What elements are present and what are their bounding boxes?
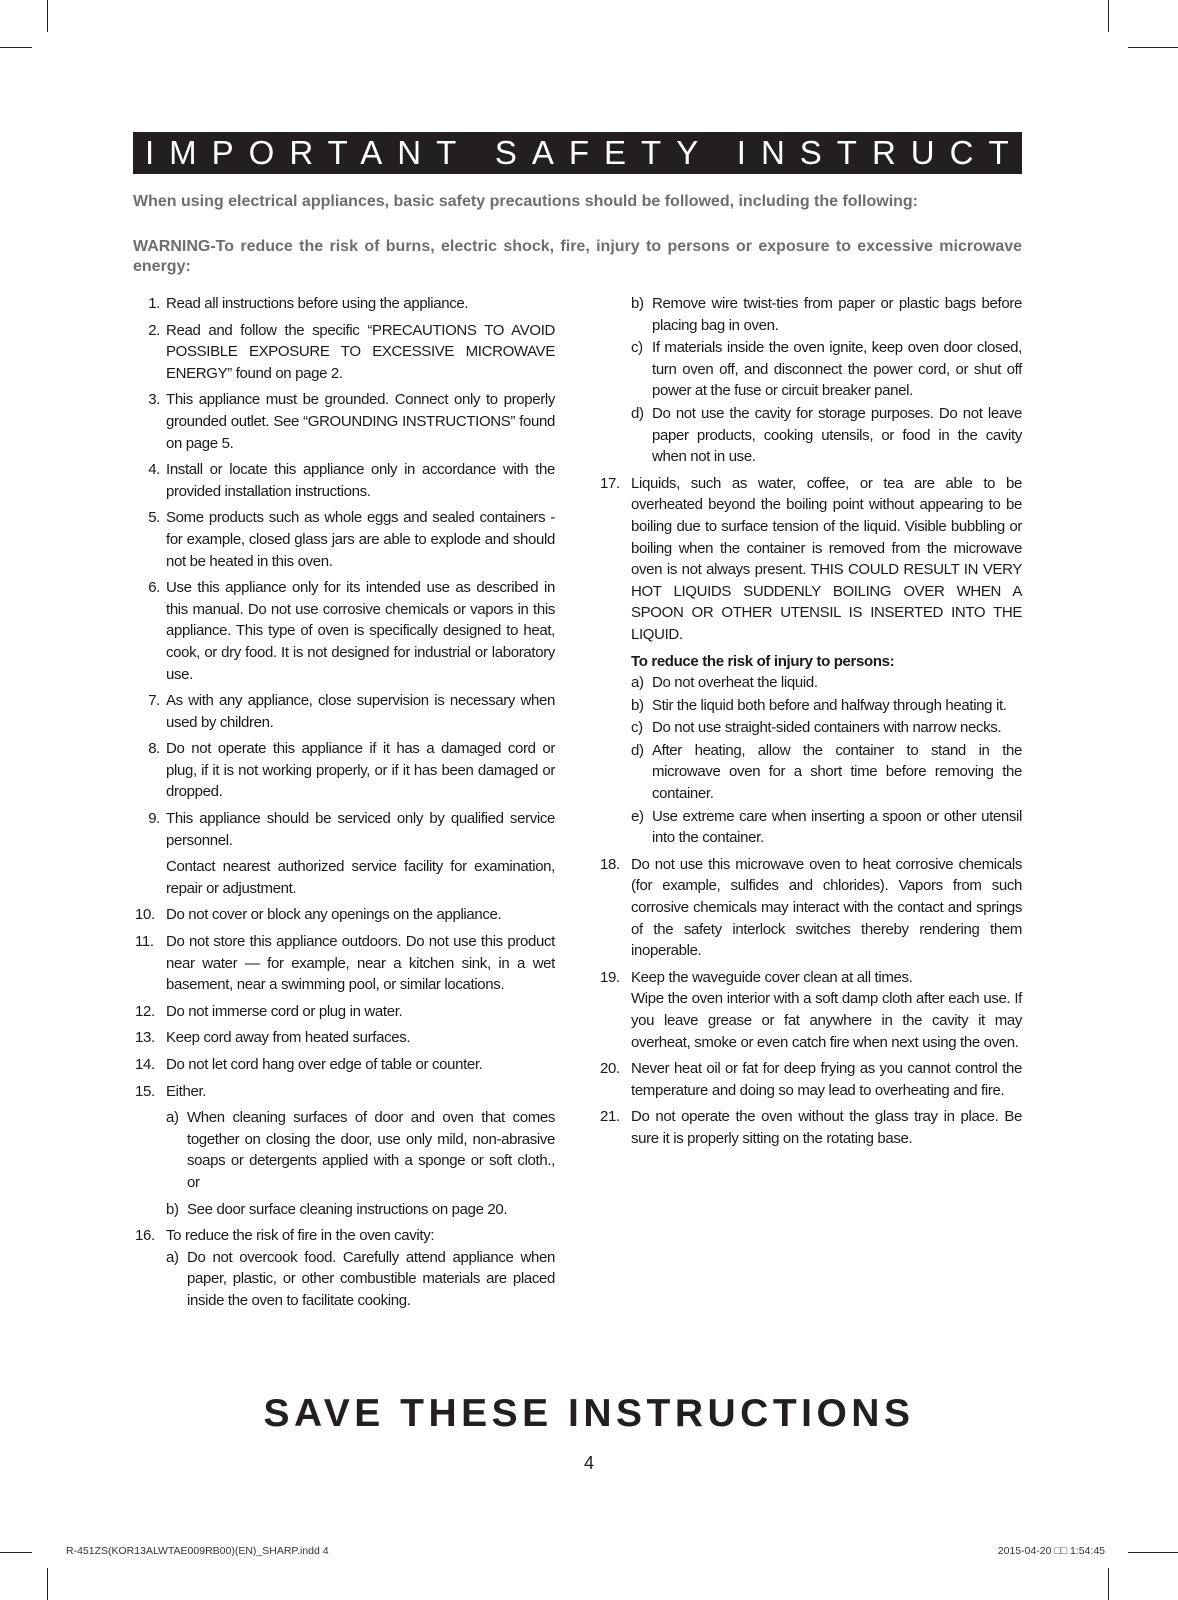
crop-mark — [1128, 47, 1178, 48]
sub-list — [631, 672, 1022, 849]
list-item — [133, 1027, 555, 1049]
page-number: 4 — [583, 1453, 594, 1473]
item-text: Some products such as whole eggs and sealed containers - for example, closed glass jars are able to explode and should not be heated in this oven. — [166, 509, 555, 570]
sub-item — [631, 337, 1022, 402]
sub-text: Do not use the cavity for storage purposes. Do not leave paper products, cooking utensils, or food in the cavity when not in use. — [652, 404, 1022, 466]
crop-mark — [1108, 1568, 1109, 1600]
sub-item — [631, 293, 1022, 336]
page-title: IMPORTANT SAFETY INSTRUCTIONS — [133, 132, 1022, 174]
list-item — [133, 389, 555, 454]
list-item — [133, 1054, 555, 1076]
list-item — [133, 904, 555, 926]
item-number: 9. — [148, 810, 160, 828]
sub-list — [166, 1107, 555, 1220]
item-text: This appliance should be serviced only by qualified service personnel. — [166, 810, 555, 849]
item-number: 2. — [148, 321, 160, 339]
subheading: To reduce the risk of injury to persons: — [631, 652, 895, 670]
sub-text: Do not use straight-sided containers with narrow necks. — [652, 719, 1002, 737]
item-text: To reduce the risk of fire in the oven cavity: — [166, 1227, 435, 1245]
item-text: Read and follow the specific “PRECAUTIONS TO AVOID POSSIBLE EXPOSURE TO EXCESSIVE MICROWAVE ENERGY” found on page 2. — [166, 321, 555, 382]
sub-text: Do not overheat the liquid. — [652, 674, 818, 692]
item-paragraph: Wipe the oven interior with a soft damp cloth after each use. If you leave grease or fat anywhere in the cavity it may overheat, smoke or even catch fire when next using the oven. — [631, 990, 1022, 1051]
sub-text: After heating, allow the container to stand in the microwave oven for a short time before removing the container. — [652, 741, 1022, 803]
item-text: Do not operate the oven without the glass tray in place. Be sure it is properly sitting on the rotating base. — [631, 1108, 1022, 1147]
crop-mark — [0, 1552, 32, 1553]
item-text: Keep cord away from heated surfaces. — [166, 1029, 411, 1047]
item-number: 19. — [600, 968, 620, 986]
item-number: 16. — [135, 1227, 155, 1245]
sub-letter: a) — [166, 1109, 179, 1127]
item-text: Do not immerse cord or plug in water. — [166, 1002, 403, 1020]
item-text: Either. — [166, 1082, 207, 1100]
item-text: Do not store this appliance outdoors. Do not use this product near water — for example, near a kitchen sink, in a wet basement, near a swimming pool, or similar locations. — [166, 933, 555, 994]
item-text: Use this appliance only for its intended use as described in this manual. Do not use corrosive chemicals or vapors in this appliance. This type of oven is specifically designed to heat, cook, or dry food. It is not designed for industrial or laboratory use. — [166, 579, 555, 683]
sub-letter: b) — [631, 295, 644, 312]
list-item — [133, 459, 555, 502]
list-item — [133, 808, 555, 899]
list-item — [598, 1058, 1022, 1101]
sub-item — [166, 1199, 555, 1221]
list-item — [133, 690, 555, 733]
item-text: Install or locate this appliance only in accordance with the provided installation instructions. — [166, 461, 555, 500]
crop-mark — [47, 0, 48, 32]
sub-letter: b) — [166, 1200, 179, 1218]
sub-text: Use extreme care when inserting a spoon or other utensil into the container. — [652, 807, 1022, 847]
item-number: 21. — [600, 1108, 620, 1126]
item-number: 20. — [600, 1060, 620, 1078]
item-text: Never heat oil or fat for deep frying as you cannot control the temperature and doing so may lead to overheating and fire. — [631, 1060, 1022, 1099]
item-number: 7. — [148, 692, 160, 710]
footer-filename: R-451ZS(KOR13ALWTAE009RB00)(EN)_SHARP.indd 4 — [66, 1545, 329, 1557]
sub-item — [166, 1107, 555, 1193]
list-item — [598, 854, 1022, 962]
sub-text: When cleaning surfaces of door and oven that comes together on closing the door, use only mild, non-abrasive soaps or detergents applied with a sponge or soft cloth., or — [187, 1109, 555, 1191]
sub-letter: c) — [631, 339, 643, 357]
sub-item — [166, 1247, 555, 1312]
sub-text: See door surface cleaning instructions on page 20. — [187, 1200, 508, 1218]
intro-warning: WARNING-To reduce the risk of burns, electric shock, fire, injury to persons or exposure to excessive microwave energy: — [133, 238, 1022, 275]
item-paragraph: Contact nearest authorized service facility for examination, repair or adjustment. — [166, 858, 555, 897]
item-number: 12. — [135, 1002, 155, 1020]
item-number: 6. — [148, 579, 160, 597]
item-text: Liquids, such as water, coffee, or tea are able to be overheated beyond the boiling point without appearing to be boiling due to surface tension of the liquid. Visible bubbling or boiling when the container is removed from the microwave oven is not always present. THIS COULD RESULT IN VERY HOT LIQUIDS SUDDENLY BOILING OVER WHEN A SPOON OR OTHER UTENSIL IS INSERTED INTO THE LIQUID. — [631, 474, 1022, 643]
sub-item — [631, 695, 1022, 717]
item-number: 18. — [600, 855, 620, 873]
crop-mark — [0, 47, 32, 48]
item-number: 15. — [135, 1082, 155, 1100]
sub-item — [631, 717, 1022, 739]
list-item — [598, 1106, 1022, 1149]
item-text: Do not cover or block any openings on the appliance. — [166, 906, 502, 924]
sub-letter: c) — [631, 719, 643, 737]
item-text: Do not let cord hang over edge of table or counter. — [166, 1056, 483, 1073]
save-instructions-heading: SAVE THESE INSTRUCTIONS — [263, 1392, 915, 1435]
sub-item — [631, 740, 1022, 805]
item-text: Read all instructions before using the appliance. — [166, 295, 469, 312]
item-text: This appliance must be grounded. Connect only to properly grounded outlet. See “GROUNDING INSTRUCTIONS” found on page 5. — [166, 391, 555, 452]
footer-timestamp: 2015-04-20 □□ 1:54:45 — [997, 1545, 1105, 1557]
item-number: 1. — [148, 295, 160, 312]
sub-text: Stir the liquid both before and halfway through heating it. — [652, 696, 1007, 714]
sub-letter: a) — [631, 674, 644, 692]
right-column — [598, 293, 1022, 1155]
item-number: 8. — [148, 740, 160, 758]
list-item — [598, 967, 1022, 1053]
item-number: 4. — [148, 461, 160, 479]
item-number: 14. — [135, 1056, 155, 1073]
sub-item — [631, 672, 1022, 694]
list-item — [133, 293, 555, 315]
sub-text: Remove wire twist-ties from paper or plastic bags before placing bag in oven. — [652, 295, 1022, 334]
list-item — [133, 507, 555, 572]
item-text: Keep the waveguide cover clean at all times. — [631, 968, 913, 986]
crop-mark — [1108, 0, 1109, 32]
item-number: 11. — [135, 933, 154, 951]
crop-mark — [1128, 1552, 1178, 1553]
intro-precaution: When using electrical appliances, basic safety precautions should be followed, including the following: — [133, 193, 919, 210]
sub-list — [166, 1247, 555, 1312]
list-item — [133, 577, 555, 685]
sub-letter: b) — [631, 696, 644, 714]
sub-letter: d) — [631, 404, 644, 422]
item-number: 17. — [600, 474, 620, 492]
sub-letter: a) — [166, 1248, 179, 1266]
sub-text: Do not overcook food. Carefully attend appliance when paper, plastic, or other combustible materials are placed inside the oven to facilitate cooking. — [187, 1248, 555, 1309]
sub-text: If materials inside the oven ignite, keep oven door closed, turn oven off, and disconnect the power cord, or shut off power at the fuse or circuit breaker panel. — [652, 339, 1022, 400]
crop-mark — [47, 1568, 48, 1600]
sub-letter: d) — [631, 741, 644, 759]
list-item — [133, 320, 555, 385]
sub-item — [631, 403, 1022, 468]
item-text: As with any appliance, close supervision is necessary when used by children. — [166, 692, 555, 731]
left-column — [133, 293, 555, 1317]
list-item — [133, 931, 555, 996]
item-text: Do not use this microwave oven to heat corrosive chemicals (for example, sulfides and chlorides). Vapors from such corrosive chemicals may interact with the contact and springs of the safety interlock switches thereby rendering them inoperable. — [631, 855, 1022, 960]
item-number: 3. — [148, 391, 160, 409]
sub-letter: e) — [631, 807, 644, 825]
list-item — [133, 1225, 555, 1311]
list-item — [598, 473, 1022, 849]
item-number: 5. — [148, 509, 160, 527]
list-item — [133, 1081, 555, 1221]
sub-item — [631, 806, 1022, 849]
list-item — [133, 738, 555, 803]
item-text: Do not operate this appliance if it has a damaged cord or plug, if it is not working properly, or if it has been damaged or dropped. — [166, 740, 555, 801]
list-item — [133, 1001, 555, 1023]
item-number: 10. — [135, 906, 155, 924]
item-number: 13. — [135, 1029, 155, 1047]
